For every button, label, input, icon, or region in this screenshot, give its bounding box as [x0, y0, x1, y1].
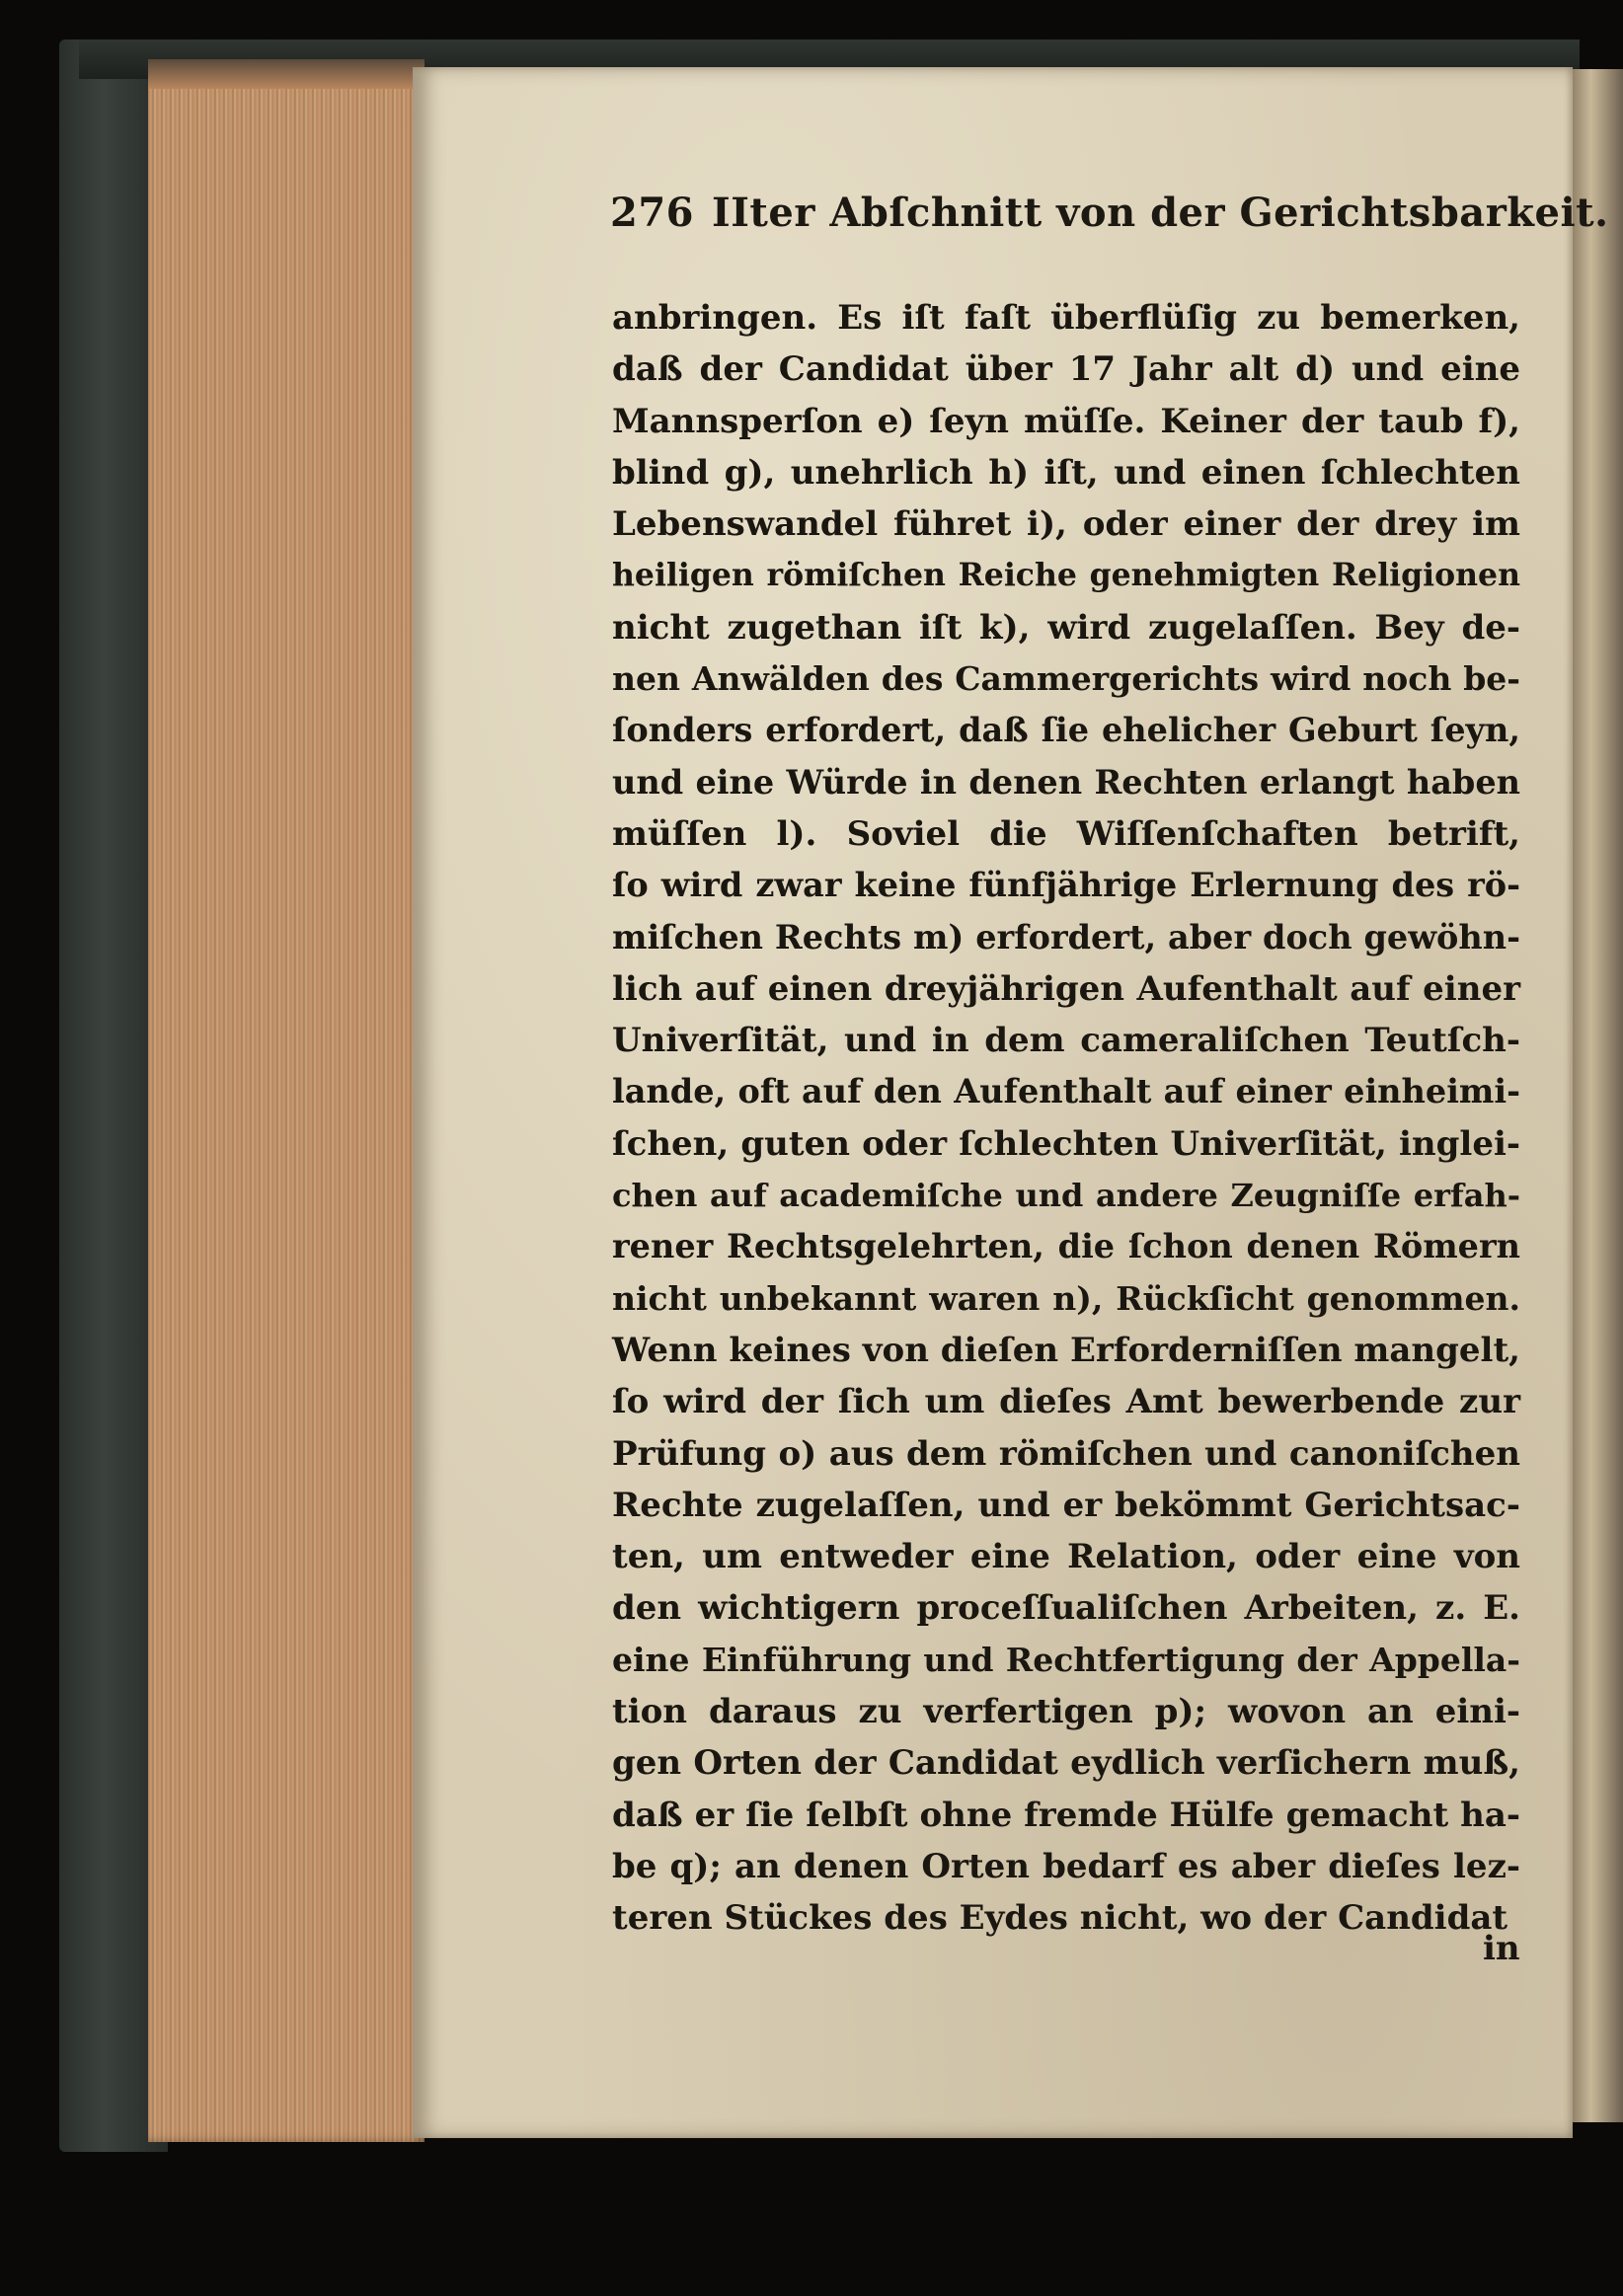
- text-line: Rechte zugelaſſen, und er bekömmt Gerichtsac-: [612, 1485, 1520, 1525]
- text-line: heiligen römiſchen Reiche genehmigten Religionen: [612, 557, 1520, 594]
- text-line: lich auf einen dreyjährigen Aufenthalt auf einer: [612, 968, 1520, 1009]
- text-line: Lebenswandel führet i), oder einer der drey im: [612, 504, 1520, 545]
- text-line: ſchen, guten oder ſchlechten Univerſität, inglei-: [612, 1123, 1520, 1164]
- text-line: be q); an denen Orten bedarf es aber dieſes lez-: [612, 1846, 1520, 1886]
- facing-page-edge: [1570, 69, 1623, 2122]
- text-line: eine Einführung und Rechtfertigung der Appella-: [612, 1640, 1520, 1679]
- text-line: ſo wird der ſich um dieſes Amt bewerbende zur: [612, 1382, 1520, 1422]
- text-line: tion daraus zu verfertigen p); wovon an eini-: [612, 1692, 1520, 1732]
- text-line: blind g), unehrlich h) iſt, und einen ſchlechten: [612, 452, 1520, 493]
- running-head-title: IIter Abſchnitt von der Gerichtsbarkeit.: [712, 190, 1609, 236]
- text-line: nicht unbekannt waren n), Rückſicht genommen.: [612, 1278, 1520, 1318]
- text-line: daß der Candidat über 17 Jahr alt d) und eine: [612, 349, 1520, 390]
- text-line: gen Orten der Candidat eydlich verſichern muß,: [612, 1743, 1520, 1784]
- text-line: rener Rechtsgelehrten, die ſchon denen Römern: [612, 1227, 1520, 1266]
- text-line: müſſen l). Soviel die Wiſſenſchaften betrift,: [612, 813, 1520, 854]
- body-text: [612, 292, 1520, 1945]
- text-line: Univerſität, und in dem cameraliſchen Teutſch-: [612, 1021, 1520, 1061]
- text-line: daß er ſie ſelbſt ohne fremde Hülfe gemacht ha-: [612, 1795, 1520, 1835]
- text-line: anbringen. Es iſt faſt überflüſig zu bemerken,: [612, 298, 1520, 338]
- text-line: Mannsperſon e) ſeyn müſſe. Keiner der taub f),: [612, 401, 1520, 441]
- text-line: und eine Würde in denen Rechten erlangt haben: [612, 762, 1520, 802]
- text-line: chen auf academiſche und andere Zeugniſſe erfah-: [612, 1177, 1520, 1215]
- text-line: lande, oft auf den Aufenthalt auf einer einheimi-: [612, 1072, 1520, 1111]
- page-edges-top: [148, 59, 425, 89]
- text-line: den wichtigern proceſſualiſchen Arbeiten, z. E.: [612, 1588, 1520, 1629]
- text-line: miſchen Rechts m) erfordert, aber doch gewöhn-: [612, 917, 1520, 957]
- page-edges-stack: [148, 59, 425, 2142]
- text-line: nen Anwälden des Cammergerichts wird noch be-: [612, 659, 1520, 699]
- text-line: ten, um entweder eine Relation, oder eine von: [612, 1537, 1520, 1577]
- text-line: teren Stückes des Eydes nicht, wo der Candidat: [612, 1898, 1508, 1939]
- text-line: ſo wird zwar keine fünfjährige Erlernung des rö-: [612, 866, 1520, 905]
- running-header: [610, 190, 1609, 249]
- text-line: nicht zugethan iſt k), wird zugelaſſen. Bey de-: [612, 607, 1520, 648]
- page-number: 276: [610, 190, 694, 236]
- catchword: in: [1483, 1929, 1520, 1968]
- text-line: Wenn keines von dieſen Erforderniſſen mangelt,: [612, 1330, 1520, 1370]
- text-line: Prüfung o) aus dem römiſchen und canoniſchen: [612, 1433, 1520, 1474]
- text-line: ſonders erfordert, daß ſie ehelicher Geburt ſeyn,: [612, 711, 1520, 750]
